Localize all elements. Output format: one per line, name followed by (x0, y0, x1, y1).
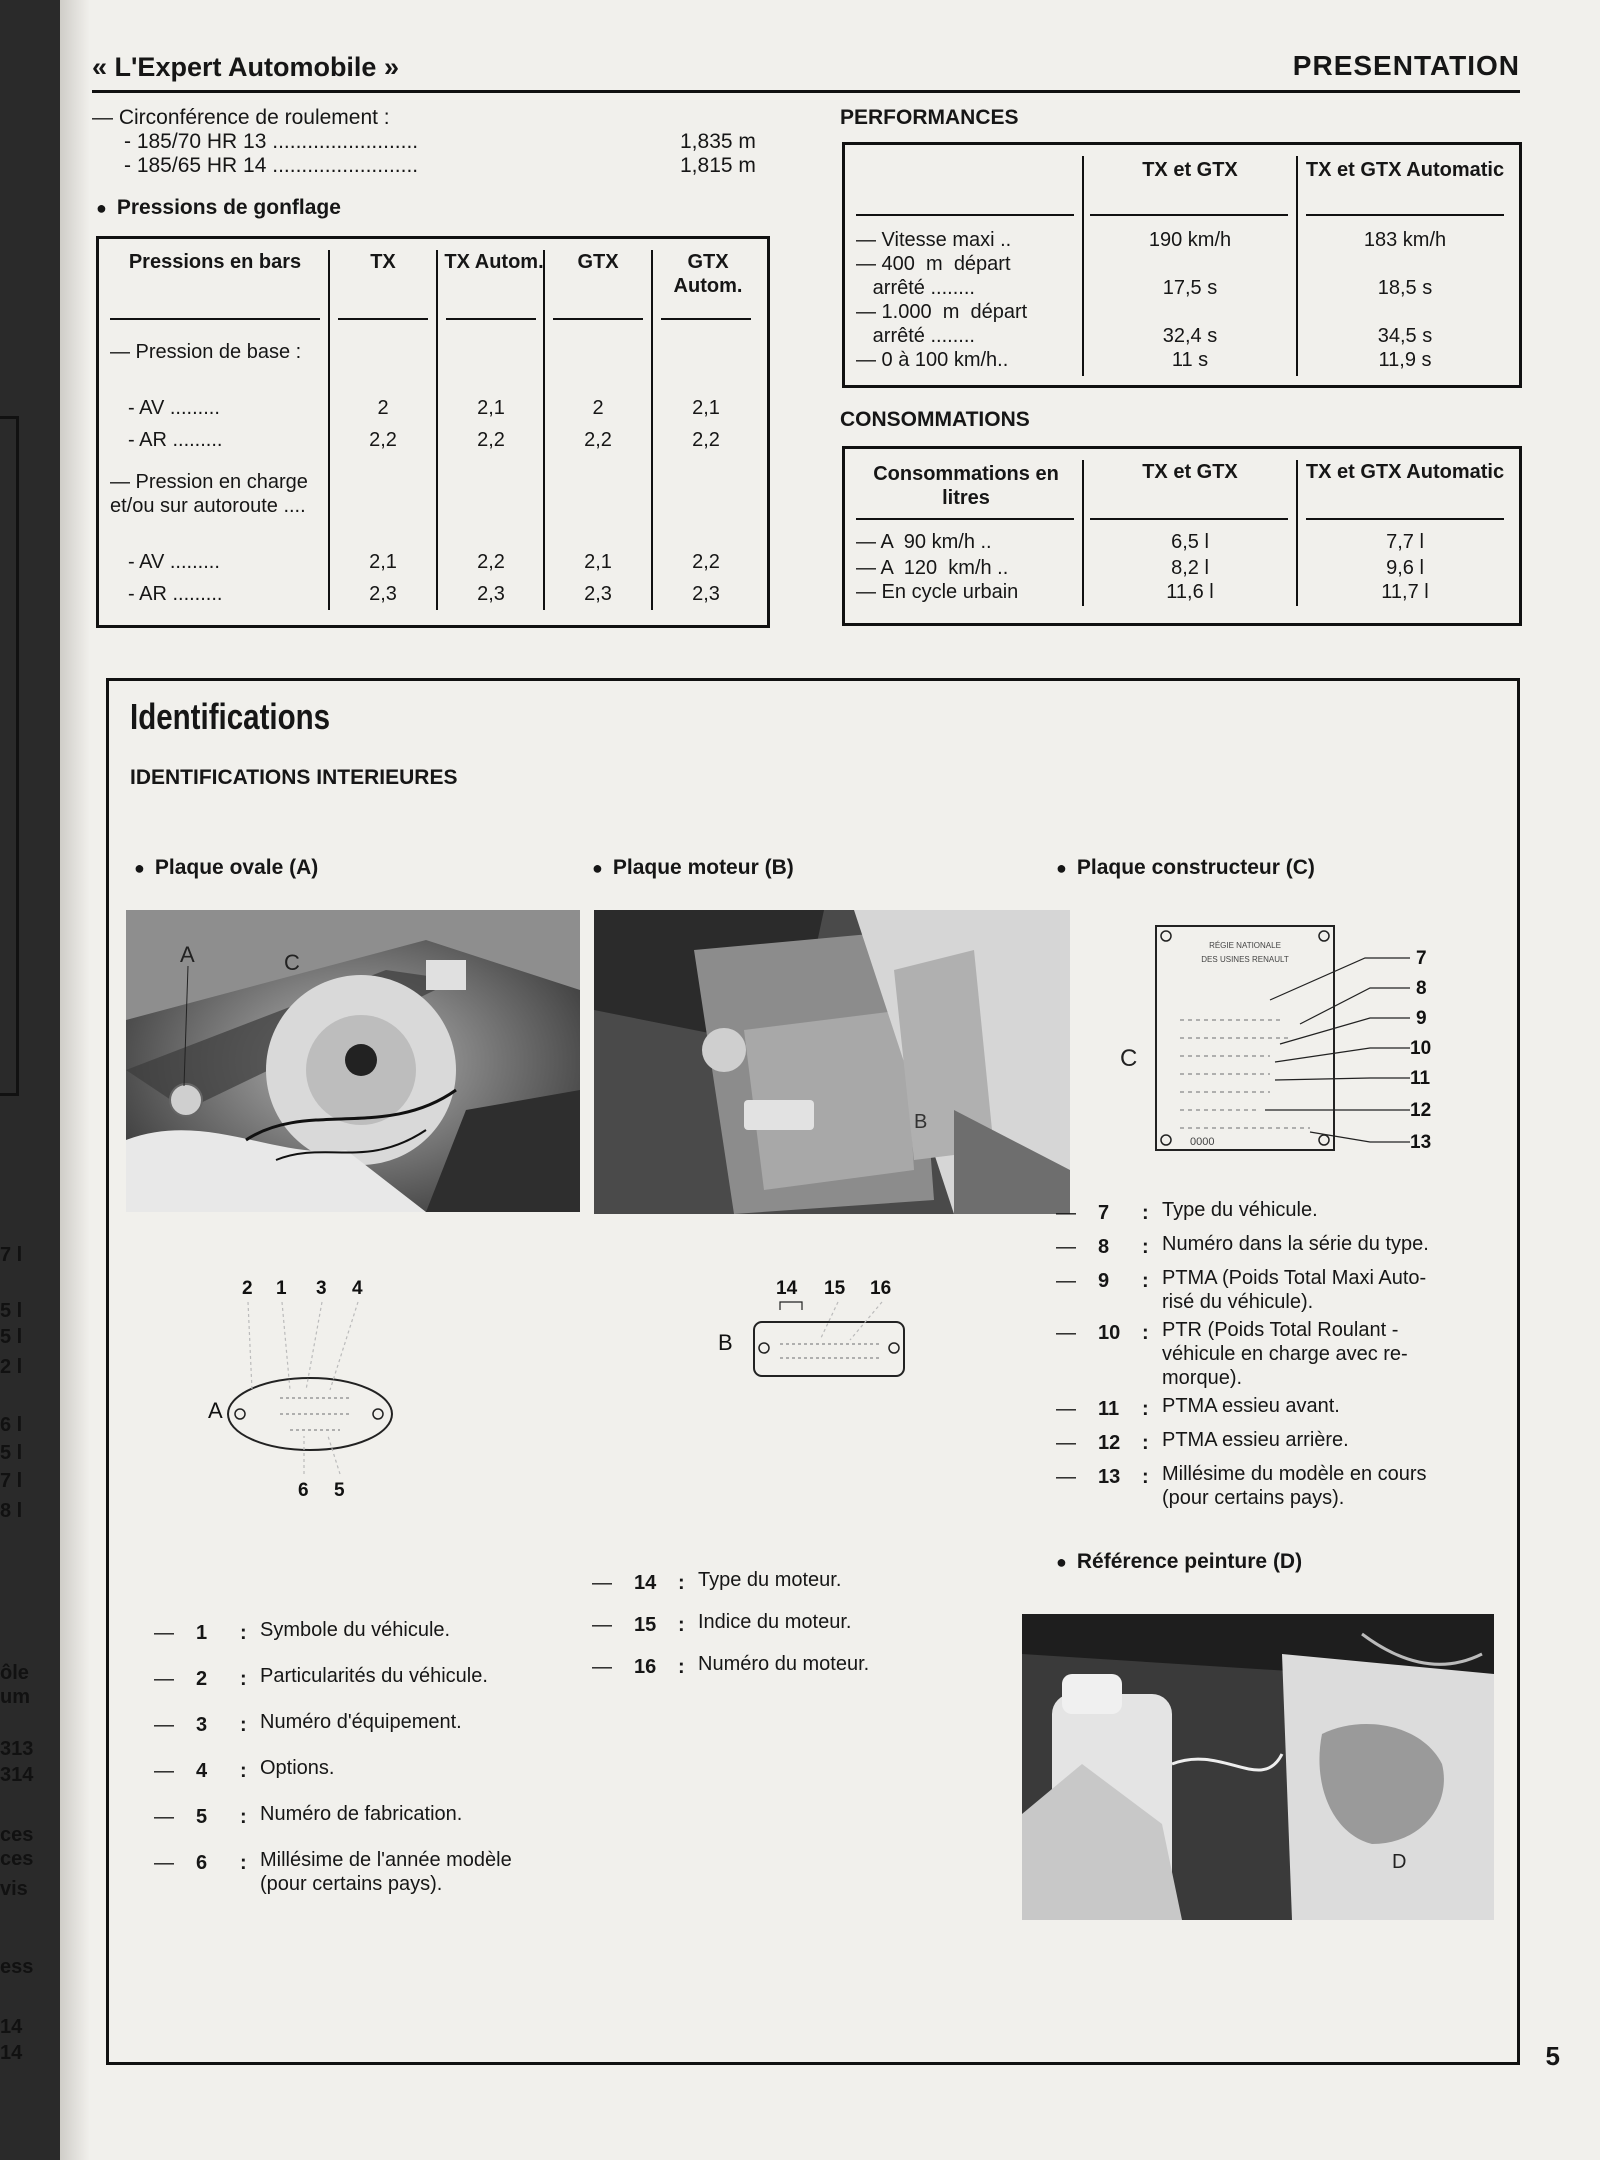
legend-colon: : (240, 1806, 247, 1828)
legend-text (260, 1664, 574, 1694)
callout-4: 4 (352, 1278, 363, 1299)
ident-right-rule (1517, 678, 1520, 2064)
table-cell: 183 km/h (1363, 229, 1447, 251)
callout-15: 15 (824, 1278, 846, 1299)
legend-colon: : (1142, 1270, 1149, 1292)
circ-row-label: - 185/70 HR 13 ......................... (124, 130, 419, 153)
row-label: - AV ......... (128, 551, 220, 573)
callout-14: 14 (776, 1278, 798, 1299)
table-cell: 11,6 l (1166, 581, 1214, 603)
table-cell: 2,3 (692, 583, 720, 605)
legend-dash: — (592, 1572, 612, 1594)
plaque-a-title: ● Plaque ovale (A) (134, 856, 318, 880)
table-cell: 11,7 l (1381, 581, 1429, 603)
legend-plaque-constructeur (1056, 1198, 1496, 1514)
margin-fragment: ces (0, 1848, 34, 1870)
legend-plaque-ovale (154, 1618, 574, 1912)
table-cell: 2,3 (369, 583, 397, 605)
header-rule (1090, 518, 1288, 520)
legend-line: PTR (Poids Total Roulant - (1162, 1319, 1399, 1341)
header-rule (92, 90, 1520, 93)
legend-plaque-moteur (592, 1568, 992, 1694)
col-header: TX Autom. (444, 251, 544, 273)
table-cell: 2,3 (584, 583, 612, 605)
circ-row-value: 1,815 m (680, 154, 756, 177)
engine-bay-photo-a (126, 910, 580, 1212)
callout-9: 9 (1416, 1008, 1427, 1029)
photo-plaque-ovale (126, 910, 580, 1212)
legend-colon: : (1142, 1466, 1149, 1488)
consommations-title: CONSOMMATIONS (840, 408, 1030, 431)
legend-text (1162, 1394, 1496, 1424)
legend-colon: : (678, 1572, 685, 1594)
legend-colon: : (240, 1760, 247, 1782)
legend-line: PTMA (Poids Total Maxi Auto- (1162, 1267, 1427, 1289)
legend-item (592, 1568, 992, 1598)
plate-text-line2: DES USINES RENAULT (1201, 955, 1289, 964)
legend-text (1162, 1428, 1496, 1458)
row-label: arrêté ........ (856, 325, 975, 347)
header-rule (446, 318, 536, 320)
legend-line: Numéro de fabrication. (260, 1803, 463, 1825)
plate-bottom-text: 0000 (1190, 1136, 1215, 1148)
table-cell: 2,1 (369, 551, 397, 573)
table-cell: 2 (592, 397, 604, 419)
legend-item (1056, 1318, 1496, 1390)
table-cell: 32,4 s (1162, 325, 1218, 347)
table-cell: 2 (377, 397, 389, 419)
margin-fragment: ess (0, 1956, 34, 1978)
row-label: - AR ......... (128, 429, 223, 451)
legend-text (1162, 1266, 1496, 1314)
table-cell: 17,5 s (1162, 277, 1218, 299)
legend-line: risé du véhicule). (1162, 1291, 1314, 1313)
table-cell: 34,5 s (1377, 325, 1433, 347)
legend-dash: — (154, 1622, 174, 1644)
legend-line: Symbole du véhicule. (260, 1619, 451, 1641)
legend-number: 14 (634, 1572, 657, 1594)
legend-item (1056, 1428, 1496, 1458)
legend-text (260, 1802, 574, 1832)
legend-line: véhicule en charge avec re- (1162, 1343, 1408, 1365)
margin-fragment: 8 l (0, 1500, 23, 1522)
page-shadow (60, 0, 90, 2160)
legend-line: PTMA essieu arrière. (1162, 1429, 1349, 1451)
legend-item (1056, 1462, 1496, 1510)
plate-text-line1: RÉGIE NATIONALE (1209, 941, 1281, 950)
photo-plaque-moteur (594, 910, 1070, 1214)
legend-number: 12 (1098, 1432, 1121, 1454)
legend-dash: — (1056, 1432, 1076, 1454)
reference-peinture-title: ● Référence peinture (D) (1056, 1550, 1302, 1574)
col-header: TX et GTX Automatic (1305, 159, 1505, 181)
legend-item (154, 1756, 574, 1786)
legend-line: morque). (1162, 1367, 1243, 1389)
ident-left-rule (106, 678, 109, 2064)
col-header: GTX (577, 251, 619, 273)
table-cell: 2,2 (477, 551, 505, 573)
table-cell: 11 s (1171, 349, 1209, 371)
ident-top-rule (106, 678, 1520, 681)
table-cell: 2,2 (477, 429, 505, 451)
callout-6: 6 (298, 1480, 309, 1501)
left-page-box-edge (0, 416, 19, 1096)
legend-line: Indice du moteur. (698, 1611, 852, 1633)
legend-dash: — (592, 1614, 612, 1636)
legend-line: Millésime du modèle en cours (1162, 1463, 1427, 1485)
header-rule (553, 318, 643, 320)
margin-fragment: 5 l (0, 1326, 23, 1348)
engine-photo-b (594, 910, 1070, 1214)
legend-dash: — (1056, 1322, 1076, 1344)
row-label: — En cycle urbain (856, 581, 1019, 603)
legend-number: 8 (1098, 1236, 1110, 1258)
table-cell: 2,1 (477, 397, 505, 419)
diagram-plaque-moteur (710, 1270, 910, 1380)
legend-line: Numéro d'équipement. (260, 1711, 462, 1733)
col-header: TX (370, 251, 396, 273)
section-title: PRESENTATION (1292, 50, 1520, 81)
row-label: - AR ......... (128, 583, 223, 605)
legend-item (154, 1664, 574, 1694)
margin-fragment: um (0, 1686, 30, 1708)
table-cell: 2,1 (584, 551, 612, 573)
header-rule (1090, 214, 1288, 216)
legend-colon: : (1142, 1322, 1149, 1344)
legend-text (260, 1848, 574, 1896)
col-header: Consommations en litres (873, 463, 1059, 509)
legend-number: 10 (1098, 1322, 1121, 1344)
margin-fragment: 14 (0, 2042, 23, 2064)
legend-line: PTMA essieu avant. (1162, 1395, 1340, 1417)
legend-dash: — (1056, 1270, 1076, 1292)
legend-number: 6 (196, 1852, 208, 1874)
legend-number: 15 (634, 1614, 657, 1636)
legend-dash: — (592, 1656, 612, 1678)
margin-fragment: 314 (0, 1764, 34, 1786)
table-cell: 2,3 (477, 583, 505, 605)
circ-row-value: 1,835 m (680, 130, 756, 153)
circ-row-label: - 185/65 HR 14 ......................... (124, 154, 419, 177)
legend-colon: : (240, 1852, 247, 1874)
legend-number: 16 (634, 1656, 657, 1678)
margin-fragment: vis (0, 1878, 28, 1900)
legend-colon: : (678, 1656, 685, 1678)
legend-number: 11 (1098, 1398, 1120, 1420)
photo-label-c: C (284, 950, 300, 975)
legend-line: Numéro du moteur. (698, 1653, 870, 1675)
legend-text (260, 1618, 574, 1648)
legend-item (154, 1802, 574, 1832)
publication-title: « L'Expert Automobile » (92, 52, 399, 82)
callout-11: 11 (1410, 1068, 1431, 1089)
legend-number: 1 (196, 1622, 208, 1644)
margin-fragment: 313 (0, 1738, 34, 1760)
col-header: TX et GTX Automatic (1305, 461, 1505, 483)
margin-fragment: 6 l (0, 1414, 23, 1436)
legend-line: Type du véhicule. (1162, 1199, 1318, 1221)
table-cell: 2,2 (692, 429, 720, 451)
callout-10: 10 (1410, 1038, 1432, 1059)
circ-title: — Circonférence de roulement : (92, 106, 390, 129)
row-group-label: — Pression de base : (110, 341, 302, 363)
diagram-c-letter: C (1120, 1045, 1138, 1072)
header-rule (1306, 518, 1504, 520)
header-rule (338, 318, 428, 320)
legend-text (1162, 1462, 1496, 1510)
row-label: — A 90 km/h .. (856, 531, 992, 553)
margin-fragment: ces (0, 1824, 34, 1846)
legend-item (1056, 1394, 1496, 1424)
legend-number: 3 (196, 1714, 208, 1736)
col-header: TX et GTX (1142, 159, 1238, 181)
photo-label-a: A (180, 942, 195, 967)
photo-label-b: B (914, 1111, 928, 1133)
col-header: TX et GTX (1142, 461, 1238, 483)
table-cell: 2,2 (584, 429, 612, 451)
legend-line: Type du moteur. (698, 1569, 842, 1591)
diagram-plaque-ovale (200, 1270, 400, 1510)
legend-number: 2 (196, 1668, 208, 1690)
legend-colon: : (240, 1668, 247, 1690)
table-cell: 2,2 (692, 551, 720, 573)
callout-13: 13 (1410, 1132, 1432, 1153)
callout-3: 3 (316, 1278, 327, 1299)
diagram-plaque-constructeur (1110, 920, 1440, 1160)
margin-fragment: 5 l (0, 1300, 23, 1322)
legend-colon: : (678, 1614, 685, 1636)
legend-dash: — (1056, 1236, 1076, 1258)
legend-text (1162, 1232, 1496, 1262)
legend-item (154, 1618, 574, 1648)
margin-fragment: ôle (0, 1662, 29, 1684)
legend-colon: : (1142, 1432, 1149, 1454)
page-number: 5 (1545, 2041, 1560, 2071)
table-cell: 11,9 s (1378, 349, 1432, 371)
table-cell: 2,2 (369, 429, 397, 451)
col-header: Pressions en bars (128, 251, 302, 273)
legend-text (1162, 1318, 1496, 1390)
pressions-title: ● Pressions de gonflage (96, 196, 341, 220)
legend-item (1056, 1232, 1496, 1262)
table-cell: 2,1 (692, 397, 720, 419)
table-cell: 7,7 l (1386, 531, 1424, 553)
callout-5: 5 (334, 1480, 345, 1501)
margin-fragment: 5 l (0, 1442, 23, 1464)
legend-item (1056, 1198, 1496, 1228)
callout-16: 16 (870, 1278, 892, 1299)
callout-1: 1 (276, 1278, 287, 1299)
legend-dash: — (154, 1806, 174, 1828)
legend-colon: : (1142, 1202, 1149, 1224)
legend-text (698, 1652, 992, 1682)
legend-number: 13 (1098, 1466, 1121, 1488)
plaque-b-title: ● Plaque moteur (B) (592, 856, 794, 880)
table-cell: 9,6 l (1386, 557, 1424, 579)
callout-2: 2 (242, 1278, 253, 1299)
row-group-label: — Pression en charge et/ou sur autoroute .... (110, 471, 308, 517)
performances-title: PERFORMANCES (840, 106, 1019, 129)
legend-number: 9 (1098, 1270, 1110, 1292)
legend-dash: — (154, 1714, 174, 1736)
legend-item (154, 1710, 574, 1740)
table-cell: 18,5 s (1377, 277, 1433, 299)
legend-item (1056, 1266, 1496, 1314)
legend-colon: : (1142, 1398, 1149, 1420)
legend-number: 5 (196, 1806, 208, 1828)
margin-fragment: 7 l (0, 1470, 23, 1492)
margin-fragment: 7 l (0, 1244, 23, 1266)
row-label: — 1.000 m départ (856, 301, 1028, 323)
header-rule (856, 518, 1074, 520)
photo-label-d: D (1392, 1851, 1407, 1873)
legend-dash: — (1056, 1398, 1076, 1420)
ident-bottom-rule (106, 2062, 1520, 2065)
legend-line: Particularités du véhicule. (260, 1665, 488, 1687)
table-cell: 190 km/h (1148, 229, 1232, 251)
plaque-c-title: ● Plaque constructeur (C) (1056, 856, 1315, 880)
header-rule (1306, 214, 1504, 216)
legend-item (592, 1652, 992, 1682)
margin-fragment: 2 l (0, 1356, 23, 1378)
legend-colon: : (240, 1622, 247, 1644)
legend-dash: — (154, 1668, 174, 1690)
row-label: — A 120 km/h .. (856, 557, 1009, 579)
engine-bay-photo-d (1022, 1614, 1494, 1920)
legend-text (698, 1610, 992, 1640)
legend-dash: — (1056, 1202, 1076, 1224)
legend-text (1162, 1198, 1496, 1228)
legend-dash: — (1056, 1466, 1076, 1488)
legend-number: 7 (1098, 1202, 1110, 1224)
callout-12: 12 (1410, 1100, 1432, 1121)
table-cell: 8,2 l (1171, 557, 1209, 579)
callout-8: 8 (1416, 978, 1427, 999)
row-label: — 0 à 100 km/h.. (856, 349, 1009, 371)
legend-line: (pour certains pays). (260, 1873, 443, 1895)
legend-item (154, 1848, 574, 1896)
legend-line: Millésime de l'année modèle (260, 1849, 512, 1871)
legend-dash: — (154, 1852, 174, 1874)
ident-subtitle: IDENTIFICATIONS INTERIEURES (130, 766, 458, 789)
col-header: GTX Autom. (673, 251, 743, 297)
legend-dash: — (154, 1760, 174, 1782)
header-rule (110, 318, 320, 320)
diagram-a-letter: A (208, 1398, 223, 1423)
table-cell: 6,5 l (1171, 531, 1209, 553)
header-rule (856, 214, 1074, 216)
legend-colon: : (1142, 1236, 1149, 1258)
legend-line: Numéro dans la série du type. (1162, 1233, 1429, 1255)
legend-line: Options. (260, 1757, 335, 1779)
legend-text (260, 1710, 574, 1740)
header-rule (661, 318, 751, 320)
callout-7: 7 (1416, 948, 1427, 969)
legend-number: 4 (196, 1760, 208, 1782)
photo-reference-peinture (1022, 1614, 1494, 1920)
row-label: - AV ......... (128, 397, 220, 419)
legend-text (698, 1568, 992, 1598)
legend-item (592, 1610, 992, 1640)
row-label: arrêté ........ (856, 277, 975, 299)
legend-colon: : (240, 1714, 247, 1736)
row-label: — Vitesse maxi .. (856, 229, 1012, 251)
margin-fragment: 14 (0, 2016, 23, 2038)
diagram-b-letter: B (718, 1330, 733, 1355)
legend-line: (pour certains pays). (1162, 1487, 1345, 1509)
row-label: — 400 m départ (856, 253, 1011, 275)
legend-text (260, 1756, 574, 1786)
ident-title: Identifications (130, 696, 331, 737)
